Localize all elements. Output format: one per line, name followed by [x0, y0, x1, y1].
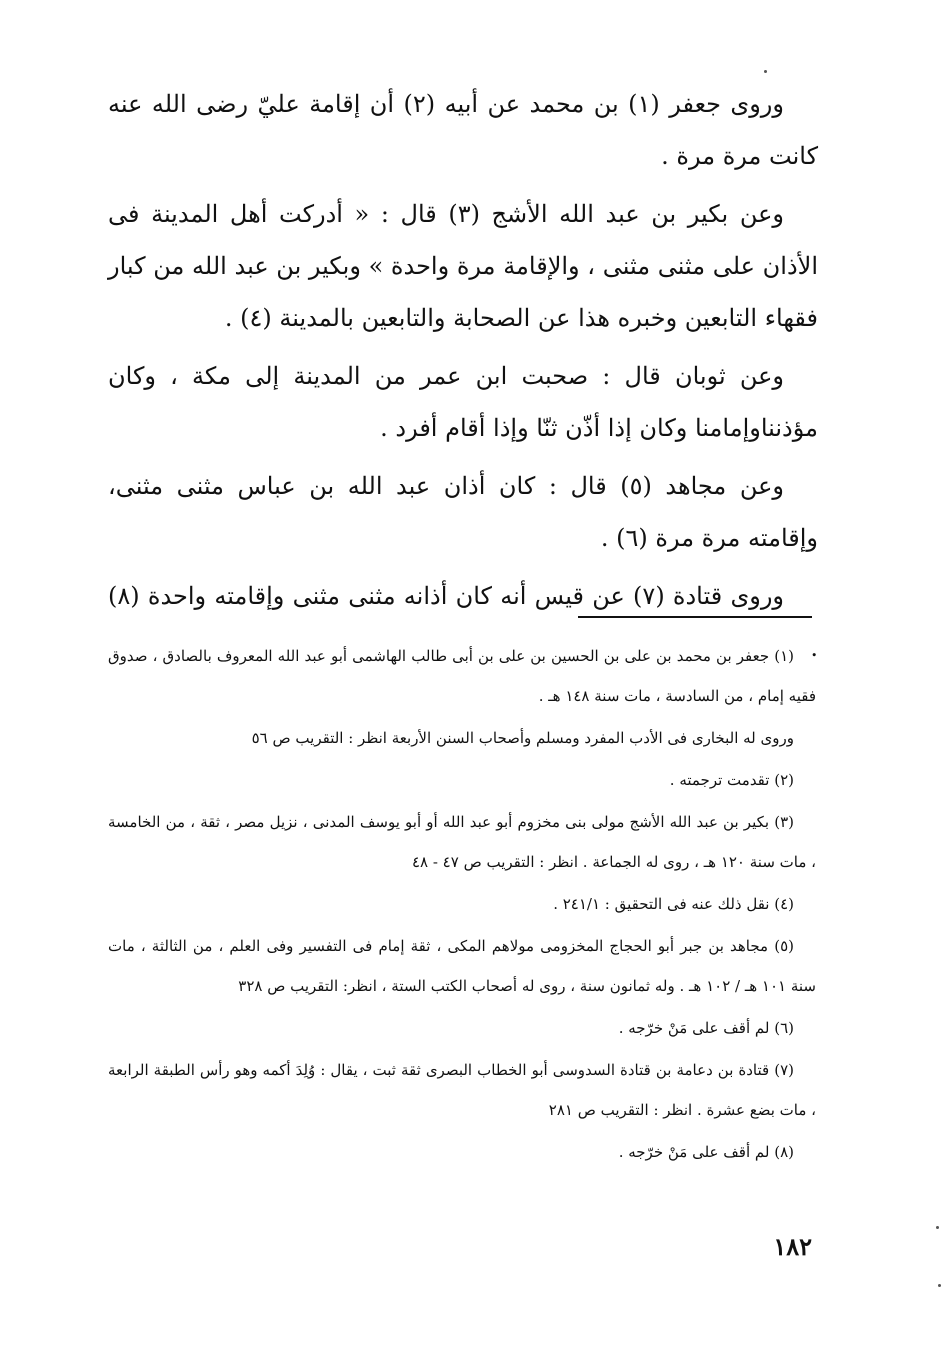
footnote: وروى له البخارى فى الأدب المفرد ومسلم وأصحاب السنن الأربعة انظر : التقريب ص ٥٦: [251, 729, 794, 747]
paragraph: وروى قتادة (٧) عن قيس أنه كان أذانه مثنى مثنى وإقامته واحدة (٨) .: [108, 582, 818, 662]
footnote: (٦) لم أقف على مَنْ خرّجه .: [618, 1019, 794, 1037]
footnote: (٥) مجاهد بن جبر أبو الحجاج المخزومى مولاهم المكى ، ثقة إمام فى التفسير وفى العلم ، من الثالثة ، مات سنة ١٠١ هـ / ١٠٢ هـ . وله ثمانون سنة ، روى له أصحاب الكتب الستة ، انظر: التقريب ص ٣٢٨: [108, 937, 816, 995]
footnote: (٣) بكير بن عبد الله الأشج مولى بنى مخزوم أبو عبد الله أو أبو يوسف المدنى ، نزيل مصر ، ثقة ، من الخامسة ، مات سنة ١٢٠ هـ ، روى له الجماعة . انظر : التقريب ص ٤٧ - ٤٨: [108, 813, 816, 871]
scan-speck: [938, 1284, 941, 1287]
paragraph: وعن مجاهد (٥) قال : كان أذان عبد الله بن عباس مثنى مثنى، وإقامته مرة مرة (٦) .: [108, 472, 818, 552]
footnote-separator: [578, 616, 812, 618]
footnote: (٧) قتادة بن دعامة بن قتادة السدوسى أبو الخطاب البصرى ثقة ثبت ، يقال : وُلِدَ أكمه وهو رأس الطبقة الرابعة ، مات بضع عشرة . انظر : التقريب ص ٢٨١: [108, 1061, 816, 1119]
footnote: (٤) نقل ذلك عنه فى التحقيق : ٢٤١/١ .: [553, 895, 794, 913]
footnote: (٢) تقدمت ترجمته .: [669, 771, 794, 789]
paragraph: وروى جعفر (١) بن محمد عن أبيه (٢) أن إقامة عليّ رضى الله عنه كانت مرة مرة .: [108, 90, 818, 170]
scan-speck: [764, 70, 767, 73]
footnote: (١) جعفر بن محمد بن على بن الحسين بن على بن أبى طالب الهاشمى أبو عبد الله المعروف بالصادق ، صدوق فقيه إمام ، من السادسة ، مات سنة ١٤٨ هـ .: [108, 647, 816, 705]
paragraph: وعن بكير بن عبد الله الأشج (٣) قال : « أدركت أهل المدينة فى الأذان على مثنى مثنى ، والإقامة مرة واحدة » وبكير بن عبد الله من كبار فقهاء التابعين وخبره هذا عن الصحابة والتابعين بالمدينة (٤) .: [108, 200, 818, 332]
footnote: (٨) لم أقف على مَنْ خرّجه .: [618, 1143, 794, 1161]
paragraph: وعن ثوبان قال : صحبت ابن عمر من المدينة إلى مكة ، وكان مؤذنناوإمامنا وكان إذا أذّن ثنّا وإذا أقام أفرد .: [108, 362, 818, 442]
main-text-body: [108, 78, 818, 680]
footnotes: [108, 636, 816, 1174]
scan-speck: [936, 1226, 939, 1229]
page-number: ١٨٢: [773, 1232, 812, 1261]
